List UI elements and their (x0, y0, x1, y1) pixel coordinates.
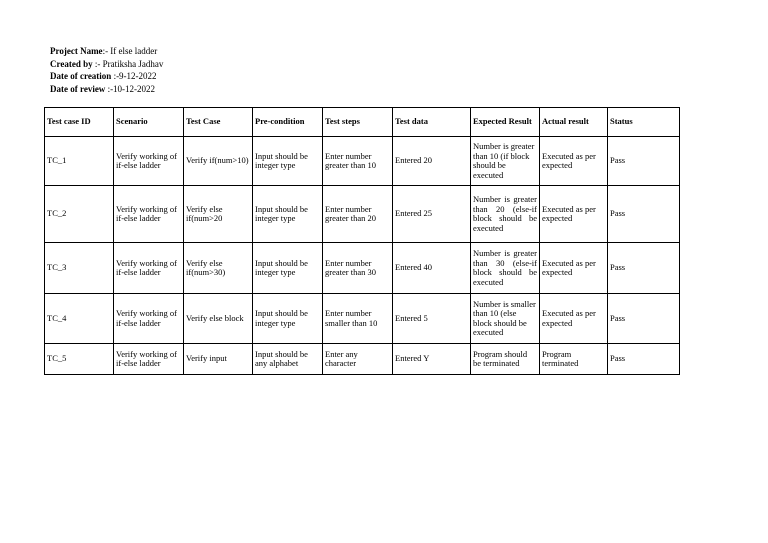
cell-data: Entered 40 (393, 243, 471, 294)
cell-data: Entered 20 (393, 137, 471, 186)
created-by-line (50, 58, 163, 71)
cell-precondition: Input should be integer type (253, 137, 323, 186)
cell-expected: Number is smaller than 10 (else block should be executed (471, 294, 540, 344)
header-test-steps: Test steps (323, 108, 393, 137)
created-by-label: Created by (50, 58, 93, 69)
header-actual-result: Actual result (540, 108, 608, 137)
header-pre-condition: Pre-condition (253, 108, 323, 137)
creation-date-value: :-9-12-2022 (113, 71, 157, 81)
cell-actual: Executed as per expected (540, 243, 608, 294)
project-name-value: :- If else ladder (102, 46, 158, 56)
cell-test-case: Verify else block (184, 294, 253, 344)
cell-actual: Executed as per expected (540, 294, 608, 344)
cell-status: Pass (608, 186, 680, 243)
cell-expected: Number is greater than 20 (else-if block should be executed (471, 186, 540, 243)
cell-precondition: Input should be any alphabet (253, 344, 323, 375)
created-by-value: :- Pratiksha Jadhav (94, 58, 164, 69)
table-row (45, 344, 680, 375)
cell-status: Pass (608, 243, 680, 294)
header-test-case: Test Case (184, 108, 253, 137)
test-case-table (44, 107, 680, 375)
cell-id: TC_1 (45, 137, 114, 186)
cell-status: Pass (608, 344, 680, 375)
cell-steps: Enter number greater than 20 (323, 186, 393, 243)
cell-data: Entered Y (393, 344, 471, 375)
cell-expected: Number is greater than 30 (else-if block should be executed (471, 243, 540, 294)
cell-steps: Enter number greater than 10 (323, 137, 393, 186)
cell-expected: Number is greater than 10 (if block should be executed (471, 137, 540, 186)
project-name-label: Project Name (50, 46, 103, 56)
cell-data: Entered 5 (393, 294, 471, 344)
creation-date-label: Date of creation (50, 71, 112, 81)
cell-id: TC_4 (45, 294, 114, 344)
cell-status: Pass (608, 137, 680, 186)
cell-actual: Program terminated (540, 344, 608, 375)
cell-steps: Enter number smaller than 10 (323, 294, 393, 344)
table-row (45, 186, 680, 243)
cell-precondition: Input should be integer type (253, 186, 323, 243)
cell-scenario: Verify working of if-else ladder (114, 137, 184, 186)
cell-status: Pass (608, 294, 680, 344)
cell-actual: Executed as per expected (540, 137, 608, 186)
cell-test-case: Verify if(num>10) (184, 137, 253, 186)
table-row (45, 243, 680, 294)
cell-test-case: Verify else if(num>20 (184, 186, 253, 243)
cell-steps: Enter number greater than 30 (323, 243, 393, 294)
cell-id: TC_5 (45, 344, 114, 375)
document-header (50, 45, 163, 95)
cell-expected: Program should be terminated (471, 344, 540, 375)
header-scenario: Scenario (114, 108, 184, 137)
review-date-label: Date of review (50, 83, 106, 94)
cell-steps: Enter any character (323, 344, 393, 375)
cell-precondition: Input should be integer type (253, 294, 323, 344)
cell-scenario: Verify working of if-else ladder (114, 186, 184, 243)
cell-id: TC_2 (45, 186, 114, 243)
cell-actual: Executed as per expected (540, 186, 608, 243)
cell-precondition: Input should be integer type (253, 243, 323, 294)
cell-scenario: Verify working of if-else ladder (114, 344, 184, 375)
cell-test-case: Verify input (184, 344, 253, 375)
cell-scenario: Verify working of if-else ladder (114, 294, 184, 344)
cell-test-case: Verify else if(num>30) (184, 243, 253, 294)
header-test-case-id: Test case ID (45, 108, 114, 137)
cell-id: TC_3 (45, 243, 114, 294)
cell-data: Entered 25 (393, 186, 471, 243)
header-test-data: Test data (393, 108, 471, 137)
header-status: Status (608, 108, 680, 137)
review-date-value: :-10-12-2022 (107, 83, 156, 94)
table-header-row (45, 108, 680, 137)
project-name-line (50, 45, 163, 58)
table-row (45, 294, 680, 344)
table-row (45, 137, 680, 186)
header-expected-result: Expected Result (471, 108, 540, 137)
review-date-line (50, 83, 163, 96)
cell-scenario: Verify working of if-else ladder (114, 243, 184, 294)
creation-date-line (50, 70, 163, 83)
